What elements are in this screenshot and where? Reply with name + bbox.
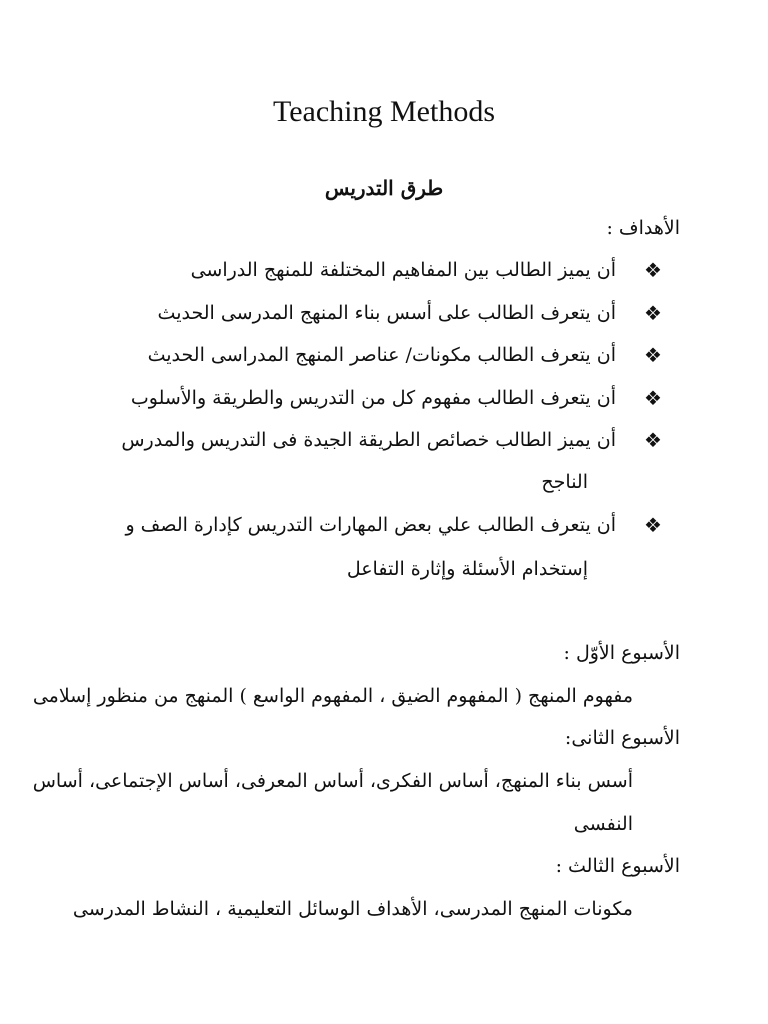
objective-continuation: إستخدام الأسئلة وإثارة التفاعل xyxy=(346,558,588,580)
document-title: Teaching Methods xyxy=(272,95,495,128)
diamond-bullet-icon: ❖ xyxy=(644,386,662,410)
week-1-content: مفهوم المنهج ( المفهوم الضيق ، المفهوم الواسع ) المنهج من منظور إسلامى xyxy=(32,685,633,707)
objective-item xyxy=(108,509,668,541)
objective-text: أن يتعرف الطالب مكونات/ عناصر المنهج المدراسى الحديث xyxy=(147,344,616,366)
objective-text: أن يتعرف الطالب علي بعض المهارات التدريس كإدارة الصف و xyxy=(125,514,616,536)
objective-item xyxy=(108,254,668,286)
objective-text: أن يميز الطالب خصائص الطريقة الجيدة فى التدريس والمدرس xyxy=(121,429,616,451)
diamond-bullet-icon: ❖ xyxy=(644,301,662,325)
week-2-heading: الأسبوع الثانى: xyxy=(564,727,680,749)
week-3-content: مكونات المنهج المدرسى، الأهداف الوسائل التعليمية ، النشاط المدرسى xyxy=(72,898,633,920)
objective-text: أن يتعرف الطالب مفهوم كل من التدريس والطريقة والأسلوب xyxy=(130,387,616,409)
objective-item xyxy=(108,339,668,371)
document-subtitle: طرق التدريس xyxy=(324,176,444,200)
objective-text: أن يتعرف الطالب على أسس بناء المنهج المدرسى الحديث xyxy=(157,302,616,324)
week-2-content: أسس بناء المنهج، أساس الفكرى، أساس المعرفى، أساس الإجتماعى، أساس xyxy=(32,770,633,792)
objective-text: أن يميز الطالب بين المفاهيم المختلفة للمنهج الدراسى xyxy=(190,259,616,281)
diamond-bullet-icon: ❖ xyxy=(644,258,662,282)
diamond-bullet-icon: ❖ xyxy=(644,428,662,452)
week-1-heading: الأسبوع الأوّل : xyxy=(563,642,680,664)
objective-item xyxy=(108,297,668,329)
diamond-bullet-icon: ❖ xyxy=(644,513,662,537)
diamond-bullet-icon: ❖ xyxy=(644,343,662,367)
objective-item xyxy=(108,424,668,456)
objective-item xyxy=(108,382,668,414)
objective-continuation: الناجح xyxy=(541,471,588,493)
week-3-heading: الأسبوع الثالث : xyxy=(555,855,680,877)
objectives-heading: الأهداف : xyxy=(606,217,680,239)
week-2-content-continuation: النفسى xyxy=(573,813,633,835)
